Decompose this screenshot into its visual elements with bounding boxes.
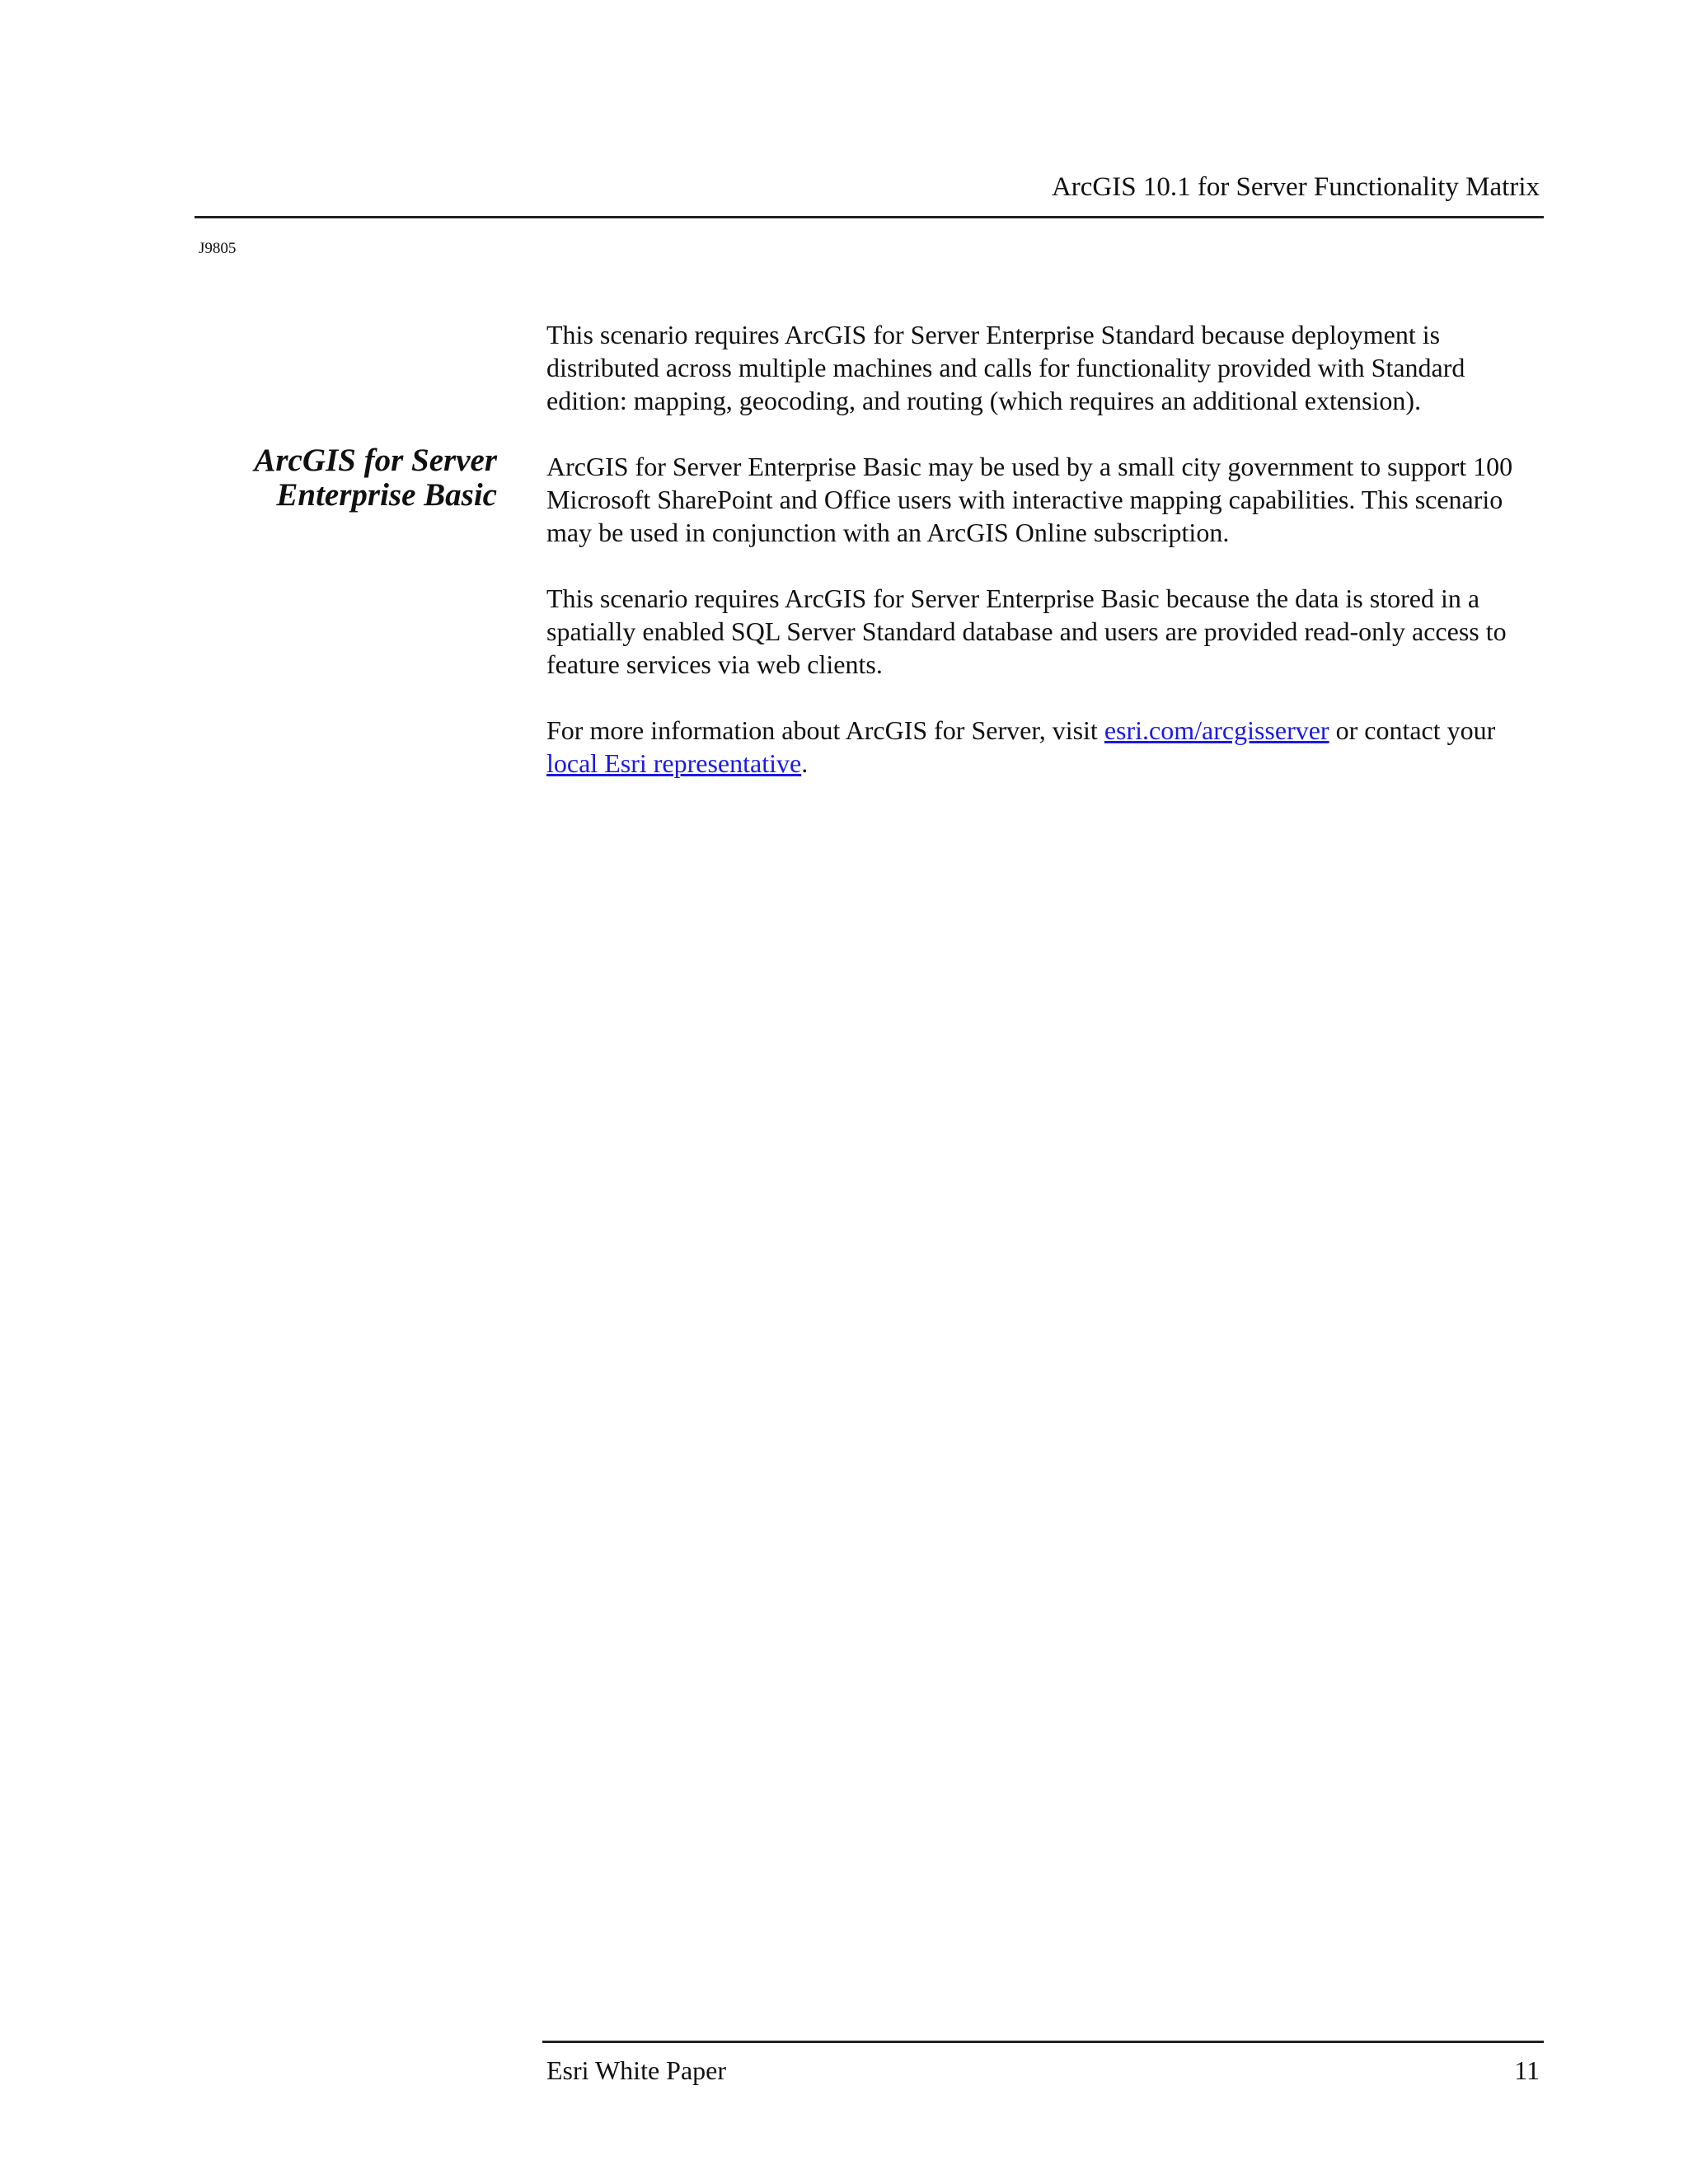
section-heading (118, 443, 497, 513)
document-title: ArcGIS 10.1 for Server Functionality Matrix (1051, 172, 1540, 202)
arcgisserver-link[interactable]: esri.com/arcgisserver (1104, 715, 1329, 745)
footer-publication: Esri White Paper (546, 2055, 727, 2085)
paragraph-basic-scenario: This scenario requires ArcGIS for Server Enterprise Basic because the data is stored in a spatially enabled SQL Server Standard database and users are provided read-only access to feature services via web clients. (546, 583, 1507, 679)
paragraph-more-info (546, 714, 1529, 780)
document-code: J9805 (199, 240, 237, 257)
section-heading-line1: ArcGIS for Server (254, 443, 497, 478)
paragraph-basic-usage: ArcGIS for Server Enterprise Basic may be used by a small city government to support 100 Microsoft SharePoint and Office users with interactive mapping capabilities. This scenario may be used in conjunction with an ArcGIS Online subscription. (546, 452, 1513, 547)
page-number: 11 (1514, 2055, 1540, 2085)
section-heading-line2: Enterprise Basic (276, 477, 497, 513)
esri-representative-link[interactable]: local Esri representative (546, 748, 802, 778)
more-info-text: For more information about ArcGIS for Server, visit (546, 715, 1104, 745)
footer-divider (542, 2041, 1544, 2043)
paragraph-standard-scenario: This scenario requires ArcGIS for Server Enterprise Standard because deployment is distributed across multiple machines and calls for functionality provided with Standard edition: mapping, geocoding, and routing (which requires an additional extension). (546, 320, 1465, 415)
body-text (546, 318, 1529, 813)
more-info-period: . (801, 748, 809, 778)
more-info-text-2: or contact your (1329, 715, 1496, 745)
header-divider (195, 216, 1544, 218)
